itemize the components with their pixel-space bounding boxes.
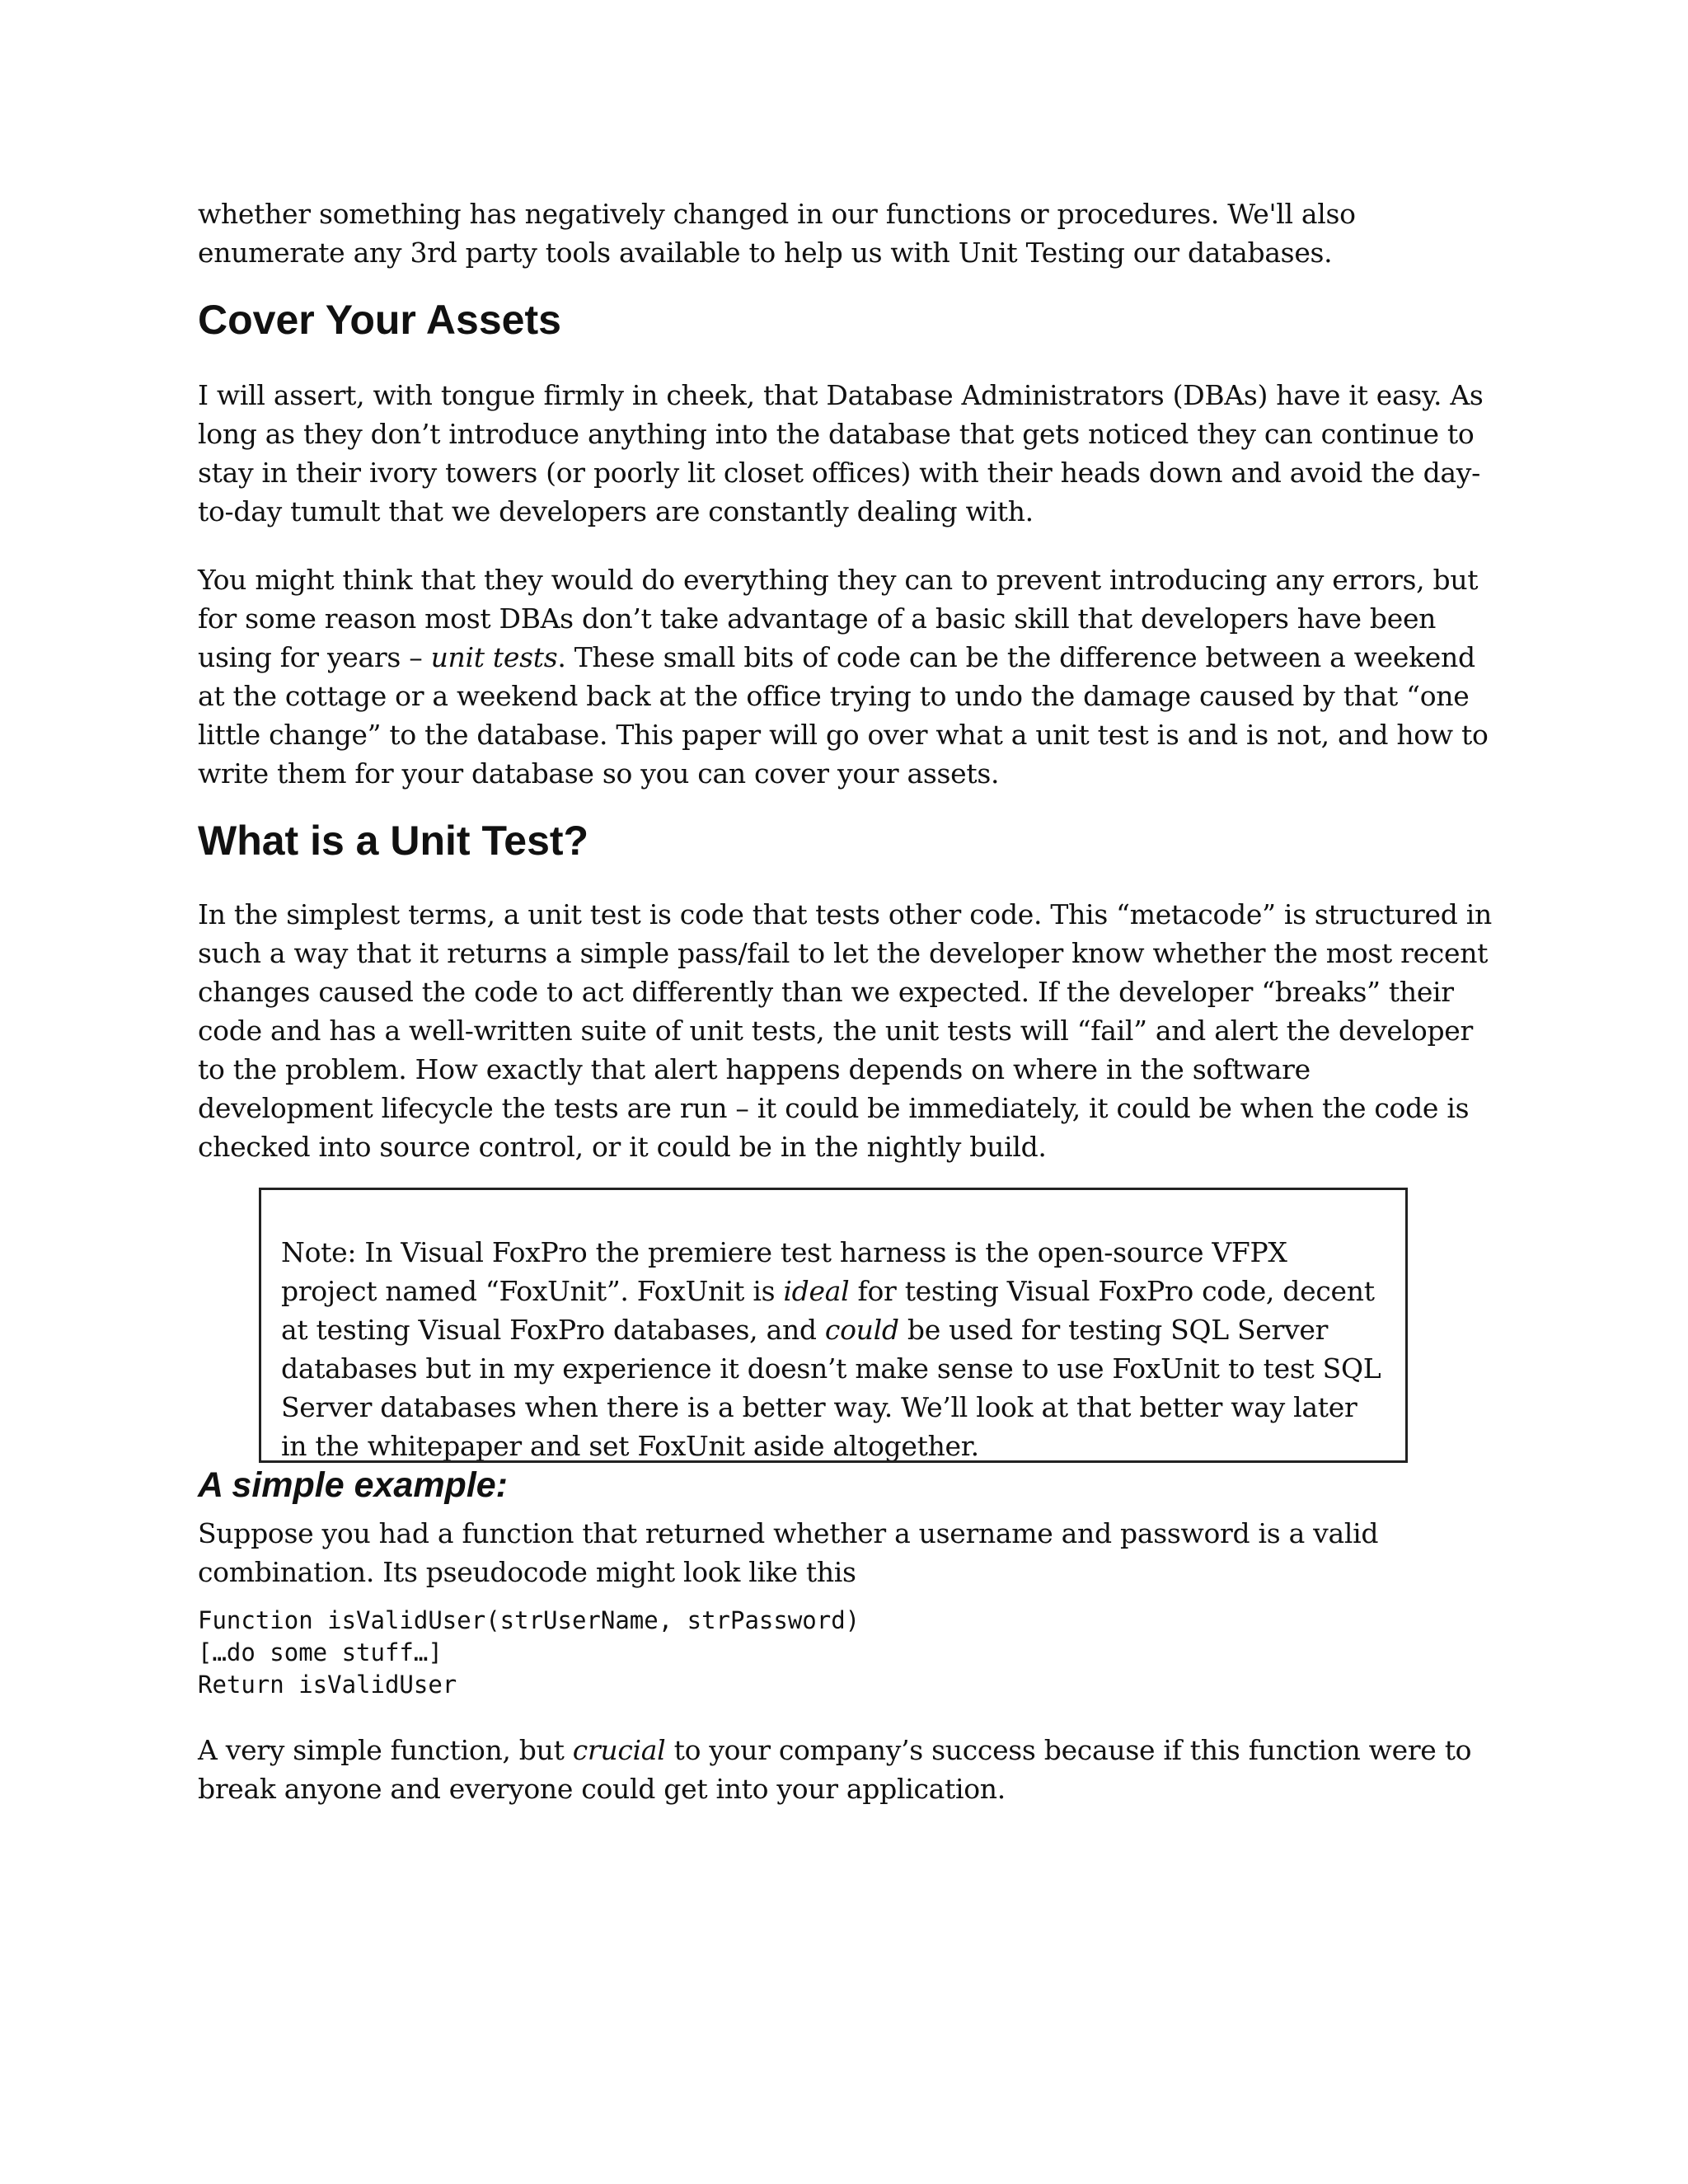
text-segment: A very simple function, but bbox=[198, 1734, 573, 1766]
text-segment: Note: In Visual FoxPro the premiere test harness is the open-source VFPX project named “FoxUnit”. FoxUnit is bbox=[281, 1236, 1287, 1307]
heading-cover-your-assets: Cover Your Assets bbox=[198, 297, 561, 343]
note-box bbox=[259, 1188, 1408, 1463]
text-segment: . These small bits of code can be the difference between a weekend at the cottage or a weekend back at the office trying to undo the damage caused by that “one little change” to the database. This paper will go over what a unit test is and is not, and how to write them for your database so you can cover your assets. bbox=[198, 641, 1489, 790]
code-line: Function isValidUser(strUserName, strPassword) bbox=[198, 1606, 860, 1634]
code-line: […do some stuff…] bbox=[198, 1638, 443, 1666]
text-segment: be used for testing SQL Server databases but in my experience it doesn’t make sense to use FoxUnit to test SQL Server databases when there is a better way. We’ll look at that better way later in the whitepaper and set FoxUnit aside altogether. bbox=[281, 1314, 1381, 1462]
text-segment: for testing Visual FoxPro code, decent at testing Visual FoxPro databases, and bbox=[281, 1275, 1375, 1346]
paragraph-unit-tests-intro bbox=[198, 560, 1492, 793]
heading-a-simple-example: A simple example: bbox=[198, 1465, 508, 1505]
emphasis-crucial: crucial bbox=[572, 1734, 666, 1766]
intro-paragraph: whether something has negatively changed in our functions or procedures. We'll also enumerate any 3rd party tools available to help us with Unit Testing our databases. bbox=[198, 198, 1356, 269]
heading-what-is-a-unit-test: What is a Unit Test? bbox=[198, 818, 589, 864]
note-text bbox=[281, 1233, 1386, 1463]
document-page bbox=[198, 194, 1492, 1808]
paragraph-suppose-function: Suppose you had a function that returned whether a username and password is a valid combination. Its pseudocode might look like this bbox=[198, 1517, 1379, 1588]
text-segment: You might think that they would do everything they can to prevent introducing any errors, but for some reason most DBAs don’t take advantage of a basic skill that developers have been using for years – bbox=[198, 564, 1479, 673]
paragraph-dbas-have-it-easy: I will assert, with tongue firmly in cheek, that Database Administrators (DBAs) have it easy. As long as they don’t introduce anything into the database that gets noticed they can continue to stay in their ivory towers (or poorly lit closet offices) with their heads down and avoid the day-to-day tumult that we developers are constantly dealing with. bbox=[198, 379, 1484, 527]
emphasis-could: could bbox=[824, 1314, 899, 1346]
paragraph-crucial-function bbox=[198, 1731, 1492, 1808]
paragraph-unit-test-definition: In the simplest terms, a unit test is code that tests other code. This “metacode” is structured in such a way that it returns a simple pass/fail to let the developer know whether the most recent changes caused the code to act differently than we expected. If the developer “breaks” their code and has a well-written suite of unit tests, the unit tests will “fail” and alert the developer to the problem. How exactly that alert happens depends on where in the software development lifecycle the tests are run – it could be immediately, it could be when the code is checked into source control, or it could be in the nightly build. bbox=[198, 898, 1492, 1163]
code-block bbox=[198, 1605, 1492, 1701]
code-line: Return isValidUser bbox=[198, 1671, 457, 1699]
emphasis-ideal: ideal bbox=[783, 1275, 850, 1307]
text-segment: to your company’s success because if this function were to break anyone and everyone could get into your application. bbox=[198, 1734, 1472, 1805]
emphasis-unit-tests: unit tests bbox=[430, 641, 558, 673]
